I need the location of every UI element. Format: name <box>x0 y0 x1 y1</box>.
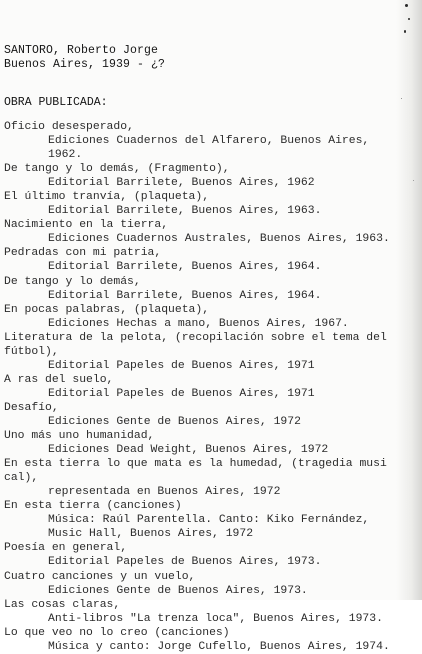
publication-detail-line: Editorial Papeles de Buenos Aires, 1971 <box>48 359 315 372</box>
publication-detail-line: Editorial Barrilete, Buenos Aires, 1964. <box>48 261 322 274</box>
publication-detail-line: Ediciones Gente de Buenos Aires, 1973. <box>48 584 308 597</box>
publication-title-line: Cuatro canciones y un vuelo, <box>4 570 196 583</box>
scan-speck <box>405 4 408 7</box>
publication-detail-line: 1962. <box>48 149 83 162</box>
publication-title-line: Las cosas claras, <box>4 598 121 611</box>
publication-detail-line: Ediciones Dead Weight, Buenos Aires, 1972 <box>48 444 329 457</box>
publication-title-line: Lo que veo no lo creo (canciones) <box>4 626 230 639</box>
publication-title-line: Literatura de la pelota, (recopilación sobre el tema del <box>4 331 387 344</box>
publication-detail-line: Music Hall, Buenos Aires, 1972 <box>48 528 254 541</box>
author-header <box>4 44 165 72</box>
author-name: SANTORO, Roberto Jorge <box>4 44 159 57</box>
publication-title-line: fútbol), <box>4 345 59 358</box>
publication-detail-line: Ediciones Gente de Buenos Aires, 1972 <box>48 415 301 428</box>
scan-speck <box>413 180 414 181</box>
publication-title-line: Uno más uno humanidad, <box>4 430 155 443</box>
publication-detail-line: Editorial Barrilete, Buenos Aires, 1962 <box>48 177 315 190</box>
publication-detail-line: Anti-libros "La trenza loca", Buenos Aires, 1973. <box>48 612 383 625</box>
scan-speck <box>401 98 402 99</box>
publication-detail-line: representada en Buenos Aires, 1972 <box>48 486 281 499</box>
scan-speck <box>408 18 410 20</box>
publication-title-line: cal), <box>4 472 39 485</box>
publication-title-line: Poesía en general, <box>4 542 128 555</box>
publication-detail-line: Editorial Papeles de Buenos Aires, 1973. <box>48 556 322 569</box>
publication-detail-line: Ediciones Cuadernos Australes, Buenos Aires, 1963. <box>48 233 390 246</box>
publication-title-line: En esta tierra lo que mata es la humedad, (tragedia musi <box>4 458 387 471</box>
scan-speck <box>404 30 406 33</box>
publication-detail-line: Música y canto: Jorge Cufello, Buenos Aires, 1974. <box>48 640 390 653</box>
publication-title-line: En esta tierra (canciones) <box>4 500 182 513</box>
publication-title-line: De tango y lo demás, (Fragmento), <box>4 163 230 176</box>
publication-title-line: Nacimiento en la tierra, <box>4 219 169 232</box>
publication-title-line: El último tranvía, (plaqueta), <box>4 191 210 204</box>
publication-detail-line: Ediciones Cuadernos del Alfarero, Buenos Aires, <box>48 135 370 148</box>
publication-detail-line: Editorial Barrilete, Buenos Aires, 1964. <box>48 289 322 302</box>
section-title: OBRA PUBLICADA: <box>4 96 108 109</box>
publication-title-line: Desafío, <box>4 401 59 414</box>
publication-title-line: Oficio desesperado, <box>4 121 134 133</box>
publication-title-line: De tango y lo demás, <box>4 275 141 288</box>
publication-title-line: En pocas palabras, (plaqueta), <box>4 303 210 316</box>
publication-detail-line: Editorial Papeles de Buenos Aires, 1971 <box>48 387 315 400</box>
publication-list <box>4 120 404 654</box>
publication-title-line: Pedradas con mi patria, <box>4 247 162 260</box>
publication-detail-line: Música: Raúl Parentella. Canto: Kiko Fernández, <box>48 514 370 527</box>
author-birth: Buenos Aires, 1939 - ¿? <box>4 58 166 71</box>
publication-detail-line: Ediciones Hechas a mano, Buenos Aires, 1967. <box>48 317 349 330</box>
publication-detail-line: Editorial Barrilete, Buenos Aires, 1963. <box>48 205 322 218</box>
publication-title-line: A ras del suelo, <box>4 373 114 386</box>
